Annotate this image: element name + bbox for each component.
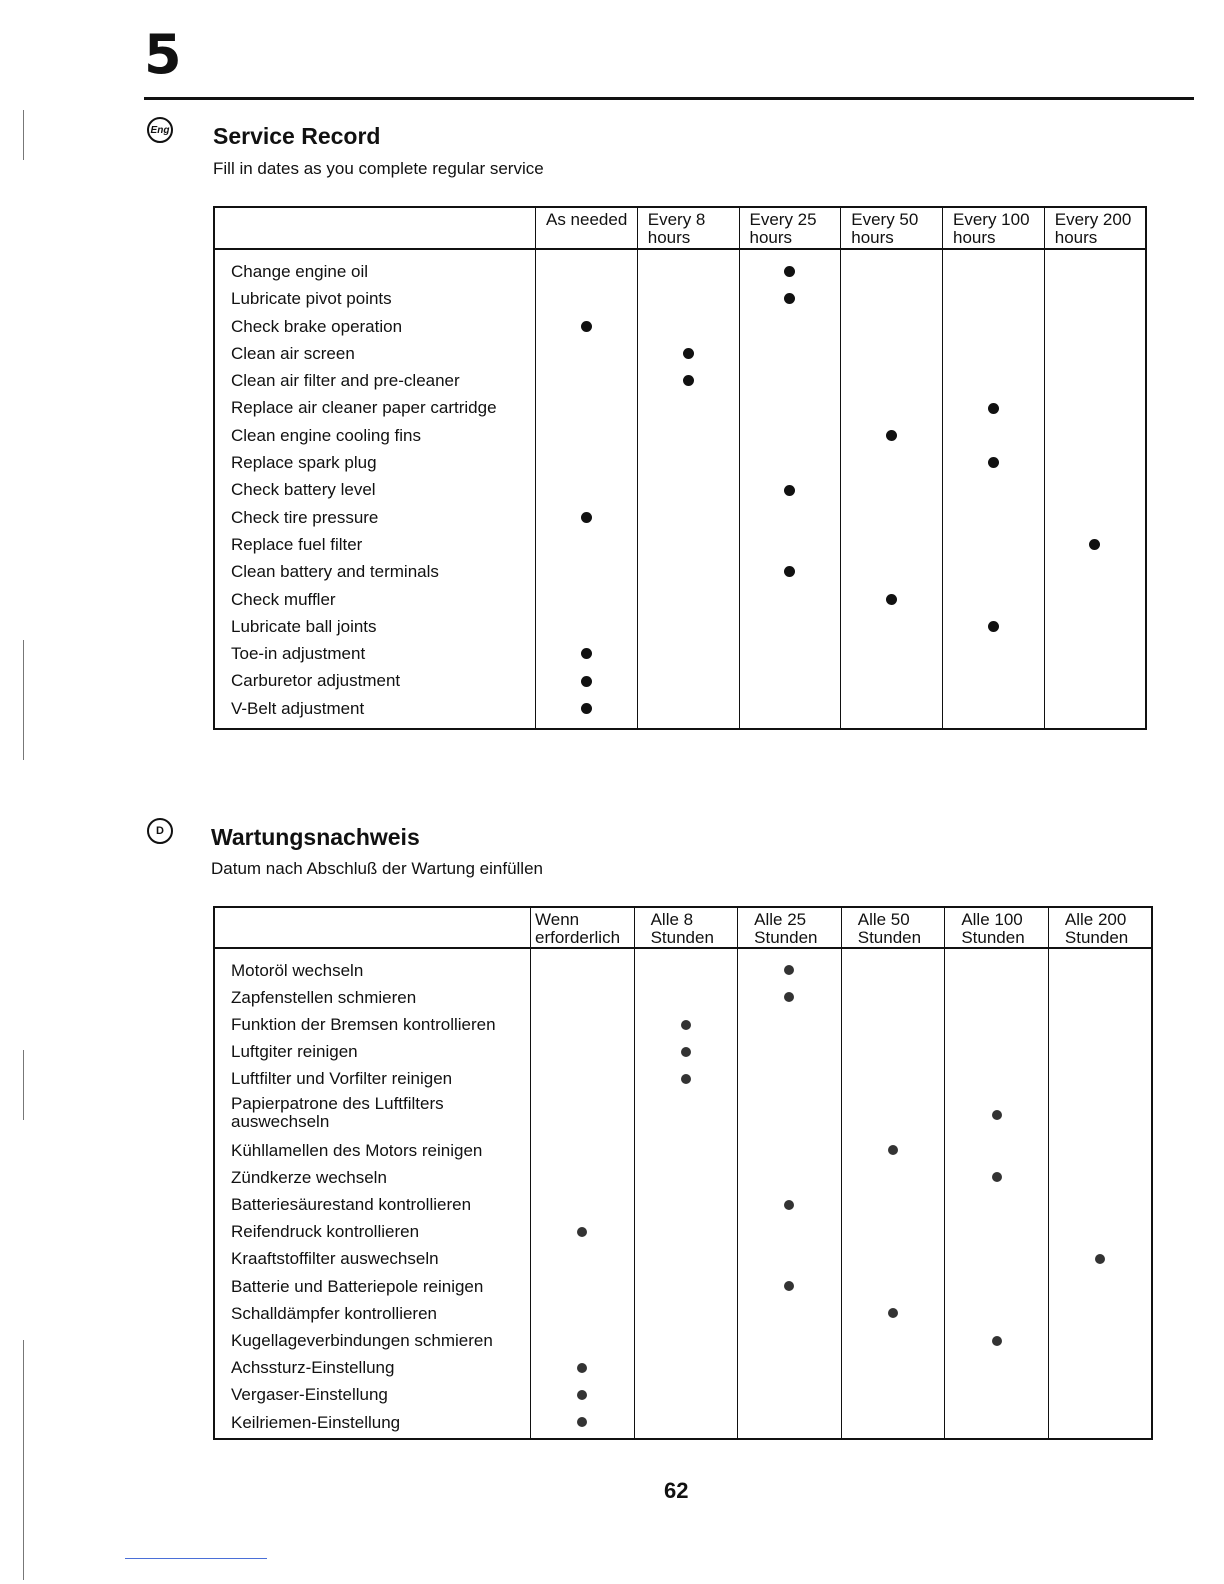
english-language-icon: Eng [147,117,173,143]
column-header: Alle 8 Stunden [634,907,738,948]
task-row: Check brake operation [231,316,403,336]
interval-column [536,249,638,729]
column-header: Alle 50 Stunden [841,907,945,948]
column-header: Alle 25 Stunden [738,907,842,948]
scan-margin-mark [23,640,24,760]
task-row: Change engine oil [231,262,369,281]
service-dot [681,1020,691,1030]
service-dot [683,348,694,359]
task-row: Kraaftstoffilter auswechseln [231,1249,439,1269]
interval-column [943,249,1045,729]
service-dot [784,485,795,496]
interval-column [1048,948,1152,1439]
service-dot [784,293,795,304]
task-row: Funktion der Bremsen kontrollieren [231,1015,496,1035]
task-row: Lubricate ball joints [231,616,377,636]
task-row: Clean air filter and pre-cleaner [231,371,460,391]
interval-column [841,948,945,1439]
task-row: Check muffler [231,589,336,609]
task-row: Luftgiter reinigen [231,1042,358,1062]
service-dot [683,375,694,386]
service-dot [886,430,897,441]
footer-rule [125,1558,267,1559]
service-dot [888,1308,898,1318]
chapter-number: 5 [144,23,181,86]
task-column-header [214,207,536,249]
interval-column [531,948,635,1439]
service-dot [988,457,999,468]
column-header: Every 8 hours [637,207,739,249]
service-dot [784,266,795,277]
column-header: As needed [536,207,638,249]
task-row: Check battery level [231,480,376,500]
english-service-table [213,206,1147,730]
task-row: Zapfenstellen schmieren [231,987,417,1007]
task-row: Schalldämpfer kontrollieren [231,1303,437,1323]
service-dot [886,594,897,605]
service-dot [992,1336,1002,1346]
service-dot [577,1363,587,1373]
service-dot [681,1047,691,1057]
task-row: Kühllamellen des Motors reinigen [231,1140,483,1160]
task-column-header [214,907,531,948]
german-section-subtitle: Datum nach Abschluß der Wartung einfüllen [211,859,543,878]
column-header: Wenn erforderlich [531,907,635,948]
german-service-table [213,906,1153,1440]
column-header: Alle 100 Stunden [945,907,1049,948]
service-dot [784,1281,794,1291]
service-dot [1095,1254,1105,1264]
service-dot [581,648,592,659]
page-number: 62 [664,1478,689,1503]
service-dot [888,1145,898,1155]
column-header: Every 50 hours [841,207,943,249]
service-dot [577,1227,587,1237]
header-rule [144,97,1194,100]
task-row: Lubricate pivot points [231,289,392,309]
service-dot [784,1200,794,1210]
interval-column [1044,249,1146,729]
task-row: Replace spark plug [231,453,377,473]
english-section-title: Service Record [213,123,381,149]
interval-column [634,948,738,1439]
german-section-title: Wartungsnachweis [211,824,420,850]
service-dot [581,703,592,714]
task-row: Replace fuel filter [231,534,363,554]
task-row: Luftfilter und Vorfilter reinigen [231,1069,453,1089]
task-row: Keilriemen-Einstellung [231,1412,401,1432]
task-row: Achssturz-Einstellung [231,1358,395,1378]
interval-column [739,249,841,729]
column-header: Every 100 hours [943,207,1045,249]
task-row: Batteriesäurestand kontrollieren [231,1195,472,1214]
task-row: Clean air screen [231,343,355,363]
service-dot [988,621,999,632]
scan-margin-mark [23,110,24,160]
task-row: Batterie und Batteriepole reinigen [231,1276,484,1296]
interval-column [637,249,739,729]
service-dot [784,566,795,577]
task-row: Papierpatrone des Luftfilters auswechseln [231,1093,444,1131]
column-header: Every 25 hours [739,207,841,249]
interval-column [738,948,842,1439]
task-list [214,249,536,729]
german-language-icon: D [147,818,173,844]
scan-margin-mark [23,1050,24,1120]
service-dot [1089,539,1100,550]
task-row: Replace air cleaner paper cartridge [231,398,497,418]
column-header: Alle 200 Stunden [1048,907,1152,948]
task-row: Toe-in adjustment [231,644,366,664]
service-dot [992,1172,1002,1182]
interval-column [841,249,943,729]
task-row: Motoröl wechseln [231,960,364,980]
task-row: Zündkerze wechseln [231,1167,387,1187]
service-dot [681,1074,691,1084]
service-dot [581,512,592,523]
task-row: V-Belt adjustment [231,698,365,718]
service-dot [784,992,794,1002]
scan-margin-mark [23,1340,24,1580]
task-row: Kugellageverbindungen schmieren [231,1330,493,1350]
service-dot [577,1390,587,1400]
task-row: Clean engine cooling fins [231,425,421,445]
service-dot [581,321,592,332]
task-row: Vergaser-Einstellung [231,1385,388,1405]
service-dot [577,1417,587,1427]
task-row: Carburetor adjustment [231,671,401,691]
task-row: Clean battery and terminals [231,562,439,582]
service-dot [784,965,794,975]
task-list [214,948,531,1439]
english-section-subtitle: Fill in dates as you complete regular service [213,159,544,178]
service-dot [992,1110,1002,1120]
service-dot [581,676,592,687]
column-header: Every 200 hours [1044,207,1146,249]
service-dot [988,403,999,414]
task-row: Reifendruck kontrollieren [231,1222,420,1242]
task-row: Check tire pressure [231,507,379,527]
interval-column [945,948,1049,1439]
